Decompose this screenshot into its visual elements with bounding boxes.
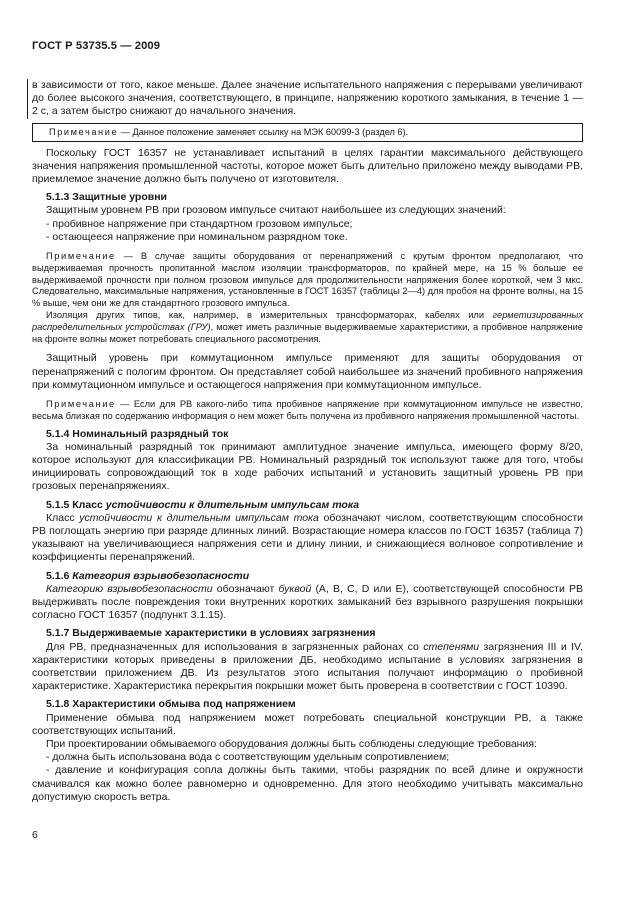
intro-paragraph: в зависимости от того, какое меньше. Далее значение испытательного напряжения с перерывами увеличивают до более высокого значения, соответствующего, в принципе, напряжению короткого замыкания, в течение 1 — 2 с, а затем быстро снижают до начального значения. xyxy=(27,79,583,119)
text: обозначают числом, соответствующим способности РВ поглощать энергию при разряде длинных линий. Возрастающие номера классов по ГОСТ 16357 (таблица 7) указывают на увеличивающиеся напряжения сети и длину линии, и снижающиеся волновое сопротивление и коэффициенты перенапряжений. xyxy=(32,511,584,564)
note-paragraph xyxy=(32,399,583,423)
list-item: - остающееся напряжение при номинальном разрядном токе. xyxy=(46,230,348,243)
paragraph-switching: Защитный уровень при коммутационном импульсе применяют для защиты оборудования от перенапряжений с пологим фронтом. Он представляет собой наибольшее из значений пробивного напряжения при коммутационном импульсе и остающегося напряжения при коммутационном импульсе. xyxy=(32,352,583,391)
note-text: — Если для РВ какого-либо типа пробивное напряжение при коммутационном импульсе не известно, весьма близкая по содержанию информация о нем может быть получена из пробивного напряжения промышленной частоты. xyxy=(32,399,583,421)
paragraph-5-1-4: За номинальный разрядный ток принимают амплитудное значение импульса, имеющего форму 8/20, которое используют для классификации РВ. Номинальный разрядный ток используют также для того, чтобы инициировать сопровождающий ток в ходе рабочих испытаний и установить защитный уровень РВ при грозовых перенапряжениях. xyxy=(32,440,583,493)
heading-5-1-3: 5.1.3 Защитные уровни xyxy=(46,191,167,204)
text: Для РВ, предназначенных для использования в загрязненных районах со xyxy=(46,640,424,653)
note-label: Примечание xyxy=(49,126,119,137)
page-number: 6 xyxy=(32,829,38,841)
paragraph-5-1-8-requirements: При проектировании обмываемого оборудования должны быть соблюдены следующие требования: xyxy=(46,738,537,751)
paragraph-5-1-6 xyxy=(32,583,583,623)
text: обозначают xyxy=(212,582,279,595)
note-paragraph xyxy=(32,251,583,310)
document-body xyxy=(32,79,583,804)
paragraph-5-1-3: Защитным уровнем РВ при грозовом импульсе считают наибольшее из следующих значений: xyxy=(46,204,506,217)
note-text: , может иметь различные выдерживаемые характеристики, а пробивное напряжение на фронте волны может потребовать специального рассмотрения. xyxy=(32,321,583,344)
heading-italic: устойчивости к длительным импульсам тока xyxy=(105,498,360,511)
note-continuation xyxy=(32,310,583,345)
heading-italic: Категория взрывобезопасности xyxy=(72,569,250,582)
note-text: — В случае защиты оборудования от перенапряжений с крутым фронтом предполагают, что выдерживаемая прочность пропитанной маслом изоляции трансформаторов, по крайней мере, на 15 % больше ее выдерживаемой прочности при полном грозовом импульсе для продолжительности напряжения более короткой, чем 3 мкс. Следовательно, максимальные напряжения, установленные в ГОСТ 16357 (таблицы 2—4) для пробоя на фронте волны, на 15 % выше, чем они же для стандартного грозового импульса. xyxy=(32,251,583,309)
list-item: - пробивное напряжение при стандартном грозовом импульсе; xyxy=(46,217,353,230)
text: загрязнения III и IV, характеристики которых приведены в приложении ДБ, необходимо испытание в условиях загрязнения в соответствии приложением ДВ. Из результатов этого испытания получают информацию о пробивной характеристике. Характеристика перекрытия покрышки может быть проверена в соответствии с ГОСТ 10390. xyxy=(32,640,583,693)
paragraph-5-1-8: Применение обмыва под напряжением может потребовать специальной конструкции РВ, а также соответствующих испытаний. xyxy=(32,711,583,737)
italic-term: Категорию взрывобезопасности xyxy=(46,582,213,595)
heading-5-1-8: 5.1.8 Характеристики обмыва под напряжением xyxy=(46,698,296,711)
paragraph-5-1-5 xyxy=(32,512,583,565)
note-italic: герметизированных распределительных устройствах (ГРУ) xyxy=(32,310,583,332)
paragraph-5-1-7 xyxy=(32,641,583,694)
note-label: Примечание xyxy=(46,399,116,410)
italic-term: устойчивости к длительным импульсам тока xyxy=(79,511,319,524)
paragraph-gost: Поскольку ГОСТ 16357 не устанавливает испытаний в целях гарантии максимального действующего значения напряжения промышленной частоты, которое может быть длительно приложено между выводами РВ, приемлемое значение должно быть получено от изготовителя. xyxy=(32,146,583,186)
note-text: Изоляция других типов, как, например, в измерительных трансформаторах, кабелях или xyxy=(46,310,493,321)
heading-5-1-7: 5.1.7 Выдерживаемые характеристики в условиях загрязнения xyxy=(46,627,376,640)
document-header: ГОСТ Р 53735.5 — 2009 xyxy=(32,40,161,52)
italic-term: степенями xyxy=(423,640,480,653)
note-text: — Данное положение заменяет ссылку на МЭК 60099-3 (раздел 6). xyxy=(118,126,409,137)
text: (A, B, C, D или E), соответствующей способности РВ выдерживать после повреждения токи внутренних коротких замыканий без взрывного разрушения покрышки согласно ГОСТ 16357 (подпункт 3.1.15). xyxy=(32,582,583,622)
note-label: Примечание xyxy=(46,251,116,262)
list-item: - давление и конфигурация сопла должны быть такими, чтобы разрядник по всей длине и окружности смачивался как можно более равномерно и одновременно. Для этого необходимо учитывать максимально допустимую скорость ветра. xyxy=(32,764,583,803)
italic-term: буквой xyxy=(278,582,312,595)
heading-5-1-5 xyxy=(32,499,583,512)
heading-text: 5.1.5 Класс xyxy=(46,498,106,511)
note-box xyxy=(32,123,583,142)
text: Класс xyxy=(46,511,80,524)
heading-text: 5.1.6 xyxy=(46,569,73,582)
heading-5-1-6 xyxy=(32,570,583,583)
list-item: - должна быть использована вода с соответствующим удельным сопротивлением; xyxy=(46,751,450,764)
heading-5-1-4: 5.1.4 Номинальный разрядный ток xyxy=(46,427,229,440)
